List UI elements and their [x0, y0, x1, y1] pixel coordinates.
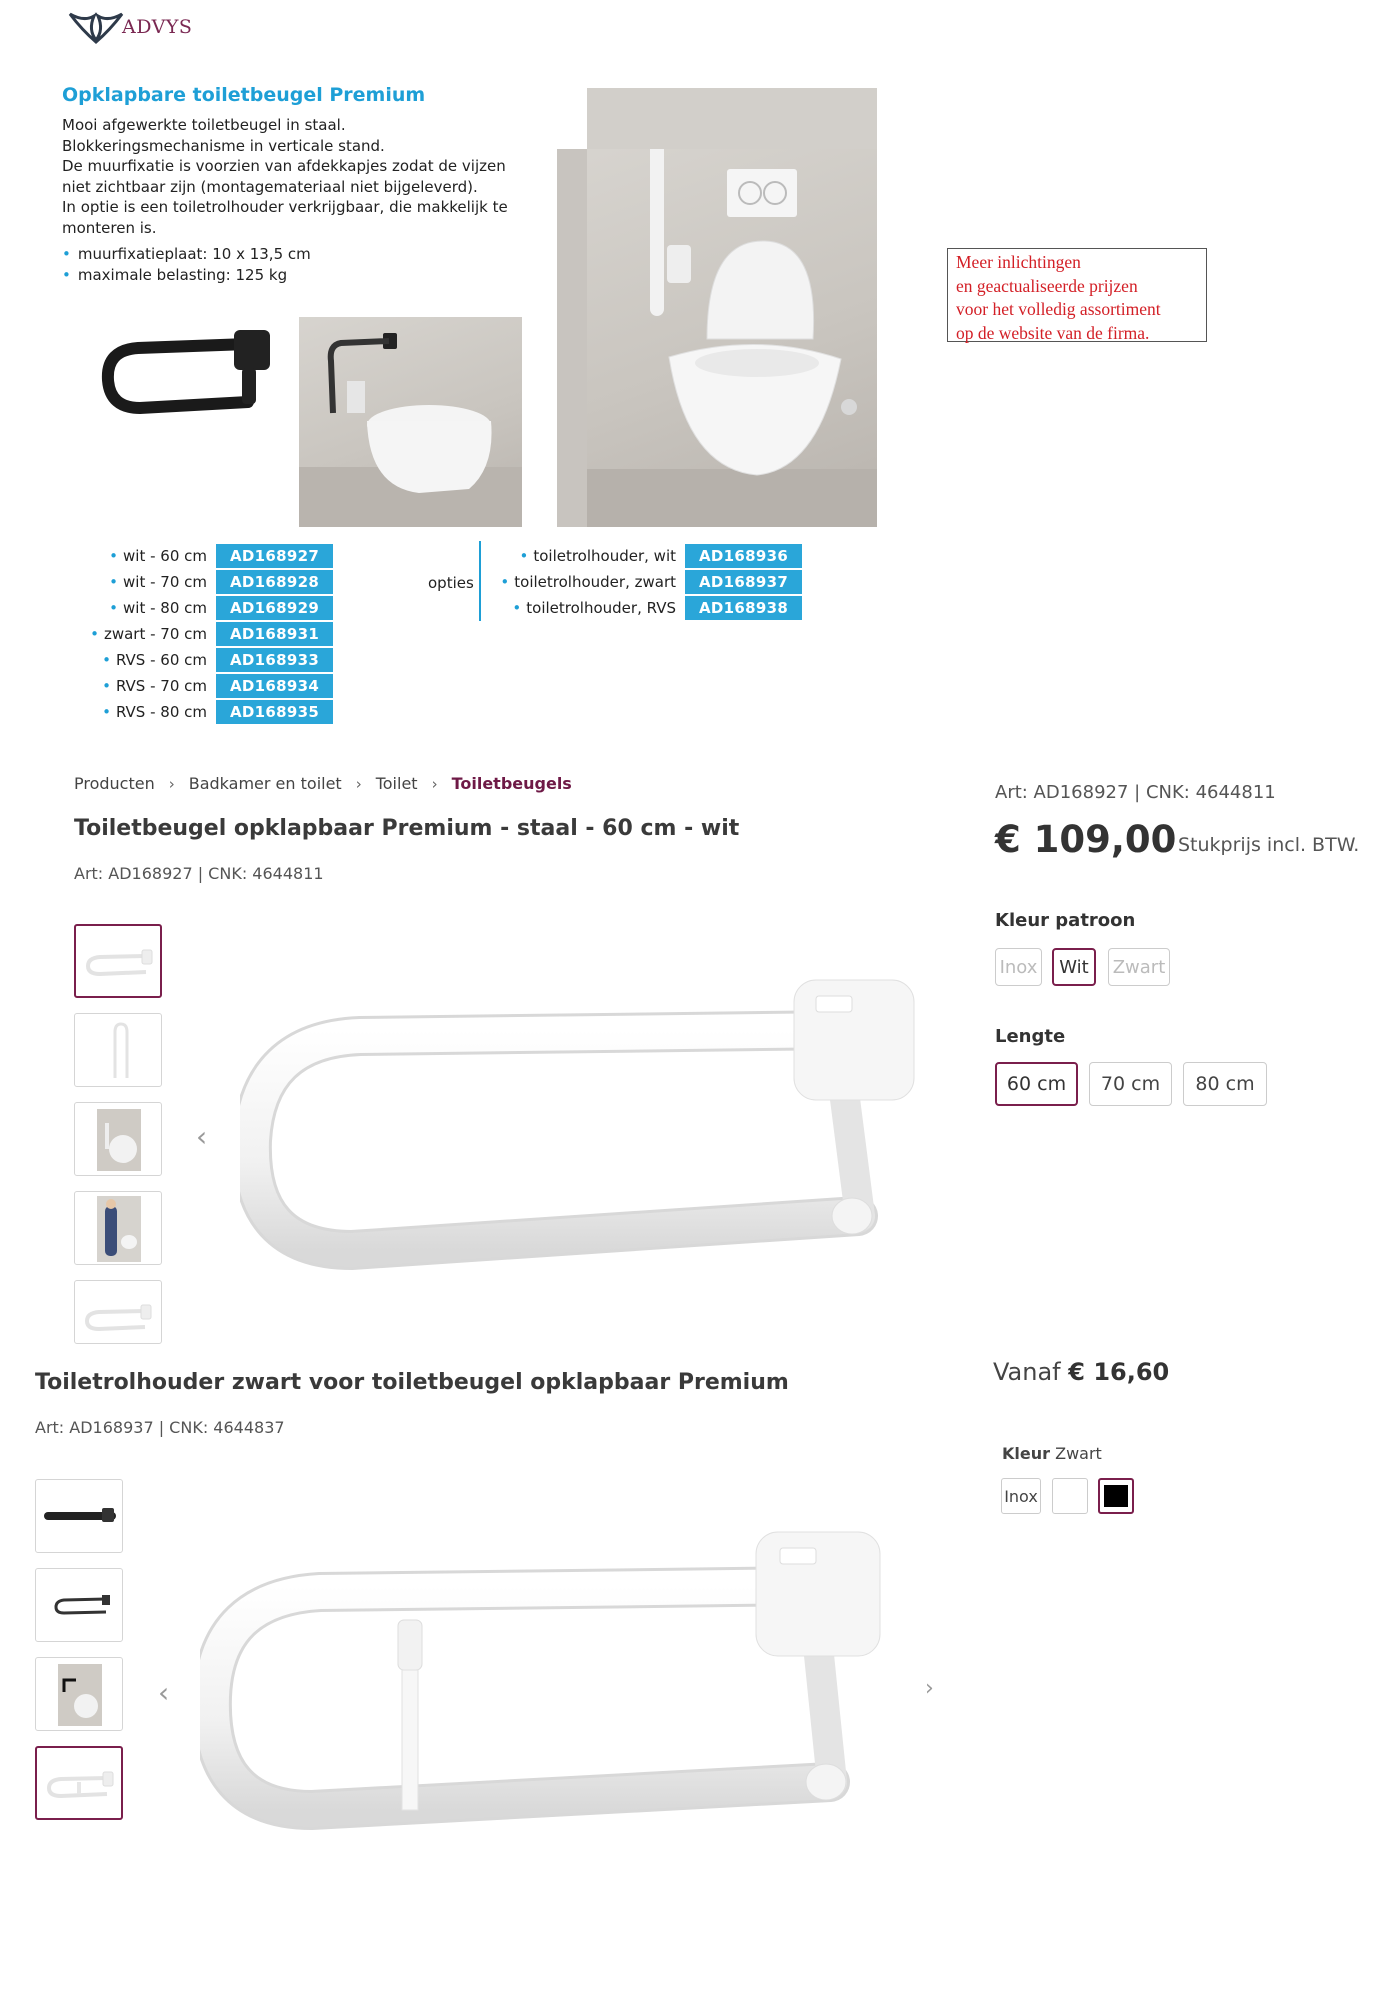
length-option-80[interactable]: 80 cm	[1183, 1062, 1267, 1106]
variant-code: AD168929	[216, 596, 333, 620]
length-option-60[interactable]: 60 cm	[995, 1062, 1078, 1106]
chevron-right-icon: ›	[355, 774, 362, 793]
breadcrumb-item[interactable]: Badkamer en toilet	[188, 774, 342, 793]
variant-label: • wit - 60 cm	[40, 547, 216, 565]
option-row	[480, 544, 802, 568]
catalog-spec-list	[62, 244, 311, 285]
info-line: Meer inlichtingen	[956, 252, 1081, 272]
color-option-zwart[interactable]: Zwart	[1108, 948, 1170, 986]
product-main-image	[200, 1520, 920, 1860]
color-option-white[interactable]	[1052, 1478, 1088, 1514]
option-label: • toiletrolhouder, wit	[480, 547, 685, 565]
catalog-description: Mooi afgewerkte toiletbeugel in staal. Blokkeringsmechanisme in verticale stand. De muurfixatie is voorzien van afdekkapjes zodat de vijzen niet zichtbaar zijn (montagemateriaal niet bijgeleverd). In optie is een toiletrolhouder verkrijgbaar, die makkelijk te monteren is.	[62, 116, 508, 237]
catalog-spec-item: • maximale belasting: 125 kg	[62, 265, 311, 286]
variant-label: • RVS - 70 cm	[40, 677, 216, 695]
gallery-thumbnail[interactable]	[35, 1657, 123, 1731]
brand-name: ADVYS	[122, 16, 193, 38]
variant-label: • wit - 80 cm	[40, 599, 216, 617]
length-option-70[interactable]: 70 cm	[1089, 1062, 1172, 1106]
product-photo-black-bar	[98, 318, 278, 428]
option-code: AD168936	[685, 544, 802, 568]
gallery-thumbnail[interactable]	[35, 1568, 123, 1642]
gallery-thumbnail[interactable]	[74, 1191, 162, 1265]
option-code: AD168937	[685, 570, 802, 594]
variant-row	[40, 544, 333, 568]
variant-label: • wit - 70 cm	[40, 573, 216, 591]
gallery-thumbnail[interactable]	[74, 1013, 162, 1087]
product-art-number: Art: AD168927 | CNK: 4644811	[74, 864, 324, 883]
brand-logo-icon	[66, 10, 126, 44]
option-label: • toiletrolhouder, zwart	[480, 573, 685, 591]
variant-code: AD168931	[216, 622, 333, 646]
breadcrumb	[74, 774, 572, 793]
swatch-black	[1104, 1485, 1128, 1507]
breadcrumb-current[interactable]: Toiletbeugels	[451, 774, 572, 793]
info-line: op de website van de firma.	[956, 322, 1150, 343]
catalog-title: Opklapbare toiletbeugel Premium	[62, 84, 426, 106]
gallery-prev-arrow[interactable]: ‹	[158, 1676, 170, 1709]
color-option-inox[interactable]: Inox	[995, 948, 1042, 986]
variant-label: • RVS - 80 cm	[40, 703, 216, 721]
color-pattern-heading: Kleur patroon	[995, 910, 1136, 931]
catalog-spec-item: • muurfixatieplaat: 10 x 13,5 cm	[62, 244, 311, 265]
product-photo-toilet-side	[299, 317, 522, 527]
swatch-white	[1057, 1484, 1083, 1508]
variant-code: AD168935	[216, 700, 333, 724]
info-line: voor het volledig assortiment	[956, 299, 1161, 319]
variant-code: AD168933	[216, 648, 333, 672]
variant-row	[40, 570, 333, 594]
breadcrumb-item[interactable]: Toilet	[375, 774, 418, 793]
color-current-value: Zwart	[1055, 1444, 1102, 1463]
variant-code: AD168928	[216, 570, 333, 594]
options-label: opties	[428, 574, 474, 592]
gallery-prev-arrow[interactable]: ‹	[196, 1120, 208, 1153]
color-label	[1002, 1444, 1102, 1463]
price-note: Stukprijs incl. BTW.	[1178, 834, 1360, 856]
gallery-thumbnail[interactable]	[35, 1479, 123, 1553]
product-title: Toiletbeugel opklapbaar Premium - staal - 60 cm - wit	[74, 816, 740, 841]
variant-row	[40, 596, 333, 620]
product-title: Toiletrolhouder zwart voor toiletbeugel opklapbaar Premium	[35, 1370, 789, 1395]
breadcrumb-item[interactable]: Producten	[74, 774, 155, 793]
variant-label: • zwart - 70 cm	[40, 625, 216, 643]
color-heading: Kleur	[1002, 1444, 1051, 1463]
product-photo-toilet-front	[557, 149, 877, 527]
gallery-thumbnail[interactable]	[74, 1280, 162, 1344]
variant-row	[40, 648, 333, 672]
gallery-thumbnail[interactable]	[74, 1102, 162, 1176]
product-main-image	[240, 970, 960, 1300]
chevron-right-icon: ›	[431, 774, 438, 793]
product-photo-wall-top	[587, 88, 877, 150]
option-code: AD168938	[685, 596, 802, 620]
option-label: • toiletrolhouder, RVS	[480, 599, 685, 617]
color-option-black[interactable]	[1098, 1478, 1134, 1514]
price-from	[993, 1358, 1169, 1386]
variant-row	[40, 674, 333, 698]
variant-code: AD168927	[216, 544, 333, 568]
gallery-next-arrow[interactable]: ›	[925, 1676, 934, 1701]
chevron-right-icon: ›	[168, 774, 175, 793]
price-from-value: € 16,60	[1068, 1358, 1170, 1386]
variant-label: • RVS - 60 cm	[40, 651, 216, 669]
info-box	[947, 248, 1207, 342]
product-art-number: Art: AD168937 | CNK: 4644837	[35, 1418, 285, 1437]
variant-row	[40, 622, 333, 646]
color-option-inox[interactable]: Inox	[1001, 1478, 1041, 1514]
product-price: € 109,00	[995, 818, 1177, 861]
gallery-thumbnail[interactable]	[74, 924, 162, 998]
gallery-thumbnail[interactable]	[35, 1746, 123, 1820]
product-art-number-side: Art: AD168927 | CNK: 4644811	[995, 782, 1276, 803]
variant-row	[40, 700, 333, 724]
price-from-label: Vanaf	[993, 1358, 1061, 1386]
variant-code: AD168934	[216, 674, 333, 698]
info-line: en geactualiseerde prijzen	[956, 275, 1138, 296]
length-heading: Lengte	[995, 1026, 1066, 1047]
option-row	[480, 596, 802, 620]
option-row	[480, 570, 802, 594]
color-option-wit[interactable]: Wit	[1052, 948, 1096, 986]
